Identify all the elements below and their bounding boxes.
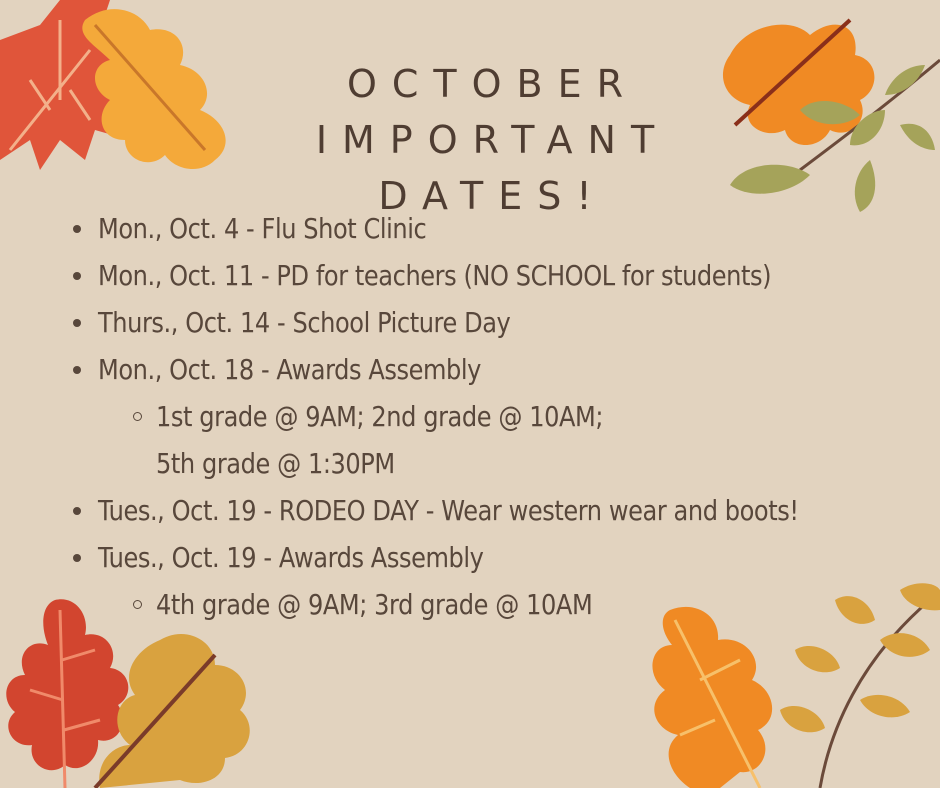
list-item	[60, 487, 930, 534]
sub-item-text: 5th grade @ 1:30PM	[156, 447, 395, 480]
title-line: IMPORTANT	[315, 118, 670, 162]
orange-oak-leaf-icon	[652, 607, 772, 788]
page-title	[250, 56, 720, 224]
sub-item-text: 1st grade @ 9AM; 2nd grade @ 10AM;	[156, 400, 604, 433]
list-item	[60, 205, 930, 252]
event-text: Mon., Oct. 4 - Flu Shot Clinic	[98, 212, 427, 245]
event-text: Mon., Oct. 11 - PD for teachers (NO SCHOOL for students)	[98, 259, 772, 292]
title-line: OCTOBER	[346, 62, 639, 106]
sub-list	[98, 581, 930, 628]
list-item	[60, 346, 930, 487]
list-item	[60, 299, 930, 346]
event-text: Thurs., Oct. 14 - School Picture Day	[98, 306, 511, 339]
yellow-oak-leaf-icon	[82, 9, 225, 169]
event-text: Tues., Oct. 19 - RODEO DAY - Wear western wear and boots!	[98, 494, 799, 527]
sub-item-text: 4th grade @ 9AM; 3rd grade @ 10AM	[156, 588, 593, 621]
orange-oak-leaf-icon	[723, 20, 874, 145]
list-item	[60, 252, 930, 299]
list-item	[60, 534, 930, 628]
sub-list-item	[156, 581, 930, 628]
sub-list-item	[156, 393, 930, 487]
title-line: DATES!	[378, 174, 607, 218]
sub-list	[98, 393, 930, 487]
event-text: Mon., Oct. 18 - Awards Assembly	[98, 353, 481, 386]
event-list	[60, 205, 930, 628]
event-text: Tues., Oct. 19 - Awards Assembly	[98, 541, 484, 574]
